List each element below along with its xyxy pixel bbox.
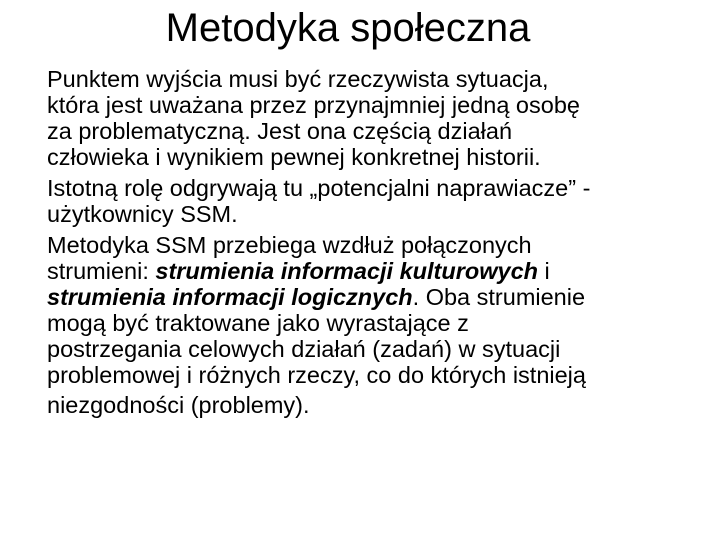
slide-body [47, 66, 687, 418]
text-line [47, 258, 687, 284]
text-line: niezgodności (problemy). [47, 392, 310, 418]
text-line: za problematyczną. Jest ona częścią działań [47, 118, 513, 144]
text-line: mogą być traktowane jako wyrastające z [47, 310, 469, 336]
text-line: Istotną rolę odgrywają tu „potencjalni naprawiacze” - [47, 175, 591, 201]
text-run: i [538, 258, 550, 284]
text-line: która jest uważana przez przynajmniej jedną osobę [47, 92, 580, 118]
text-run: strumieni: [47, 258, 156, 284]
text-line: Punktem wyjścia musi być rzeczywista sytuacja, [47, 66, 549, 92]
text-line: Metodyka SSM przebiega wzdłuż połączonych [47, 232, 532, 258]
text-line [47, 284, 687, 310]
text-run: . Oba strumienie [412, 284, 586, 310]
emphasis-logical-stream: strumienia informacji logicznych [47, 284, 413, 310]
paragraph-starting-point [47, 66, 687, 170]
paragraph-ssm-streams [47, 232, 687, 418]
text-line: człowieka i wynikiem pewnej konkretnej historii. [47, 144, 541, 170]
slide-title: Metodyka społeczna [165, 6, 531, 50]
text-line: użytkownicy SSM. [47, 201, 238, 227]
text-line: problemowej i różnych rzeczy, co do których istnieją [47, 362, 586, 388]
emphasis-cultural-stream: strumienia informacji kulturowych [155, 258, 538, 284]
paragraph-fixers [47, 175, 687, 227]
text-line: postrzegania celowych działań (zadań) w sytuacji [47, 336, 561, 362]
